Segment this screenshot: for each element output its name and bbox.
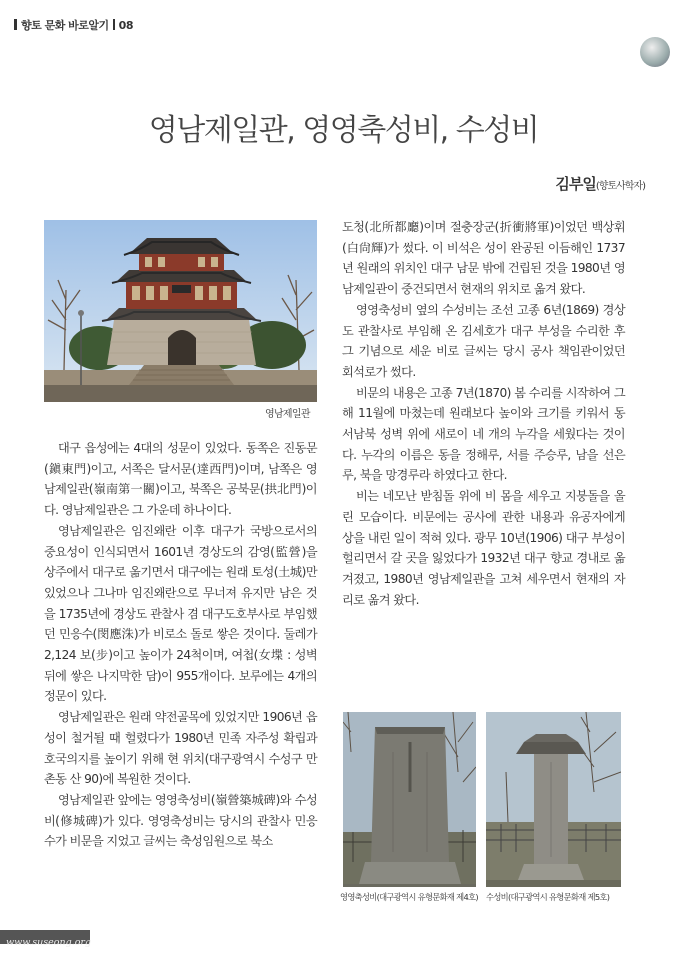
paragraph: 영남제일관 앞에는 영영축성비(嶺營築城碑)와 수성비(修城碑)가 있다. 영영축성비는 당시의 관찰사 민응수가 비문을 지었고 글씨는 축성임원으로 북소	[44, 792, 317, 849]
paragraph: 비는 네모난 받침돌 위에 비 몸을 세우고 지붕돌을 올린 모습이다. 비문에는 공사에 관한 내용과 유공자에게 상을 내린 일이 적혀 있다. 광무 10년(1906) 대구 부성이 헐리면서 갈 곳을 잃었다가 1932년 대구 향교 경내로 옮겨졌고, 1980년 영남제일관을 고쳐 세우면서 현재의 자리로 옮겨 왔다.	[342, 489, 625, 607]
paragraph: 영남제일관은 원래 약전골목에 있었지만 1906년 읍성이 철거될 때 헐렸다가 1980년 민족 자주성 확립과 호국의지를 높이기 위해 현 위치(대구광역시 수성구 만촌동 산 90)에 복원한 것이다.	[44, 710, 317, 787]
left-text-column	[44, 438, 317, 852]
paragraph: 대구 읍성에는 4대의 성문이 있었다. 동쪽은 진동문(鎭東門)이고, 서쪽은 달서문(達西門)이며, 남쪽은 영남제일관(嶺南第一關)이고, 북쪽은 공북문(拱北門)이다. 영남제일관은 그 가운데 하나이다.	[44, 441, 317, 518]
stele-photo-2	[486, 712, 621, 887]
header-bar	[14, 19, 17, 30]
page-number: 08	[118, 19, 133, 32]
stele-photo-1	[343, 712, 476, 887]
gate-photo-caption: 영남제일관	[265, 409, 310, 420]
header-separator	[113, 19, 115, 30]
footer-bar	[0, 930, 92, 948]
stele-photo-2-caption: 수성비(대구광역시 유형문화재 제5호)	[486, 892, 610, 902]
decorative-circle-icon	[640, 37, 670, 67]
stele-photo-1-caption: 영영축성비(대구광역시 유형문화재 제4호)	[340, 892, 478, 902]
paragraph: 영영축성비 옆의 수성비는 조선 고종 6년(1869) 경상도 관찰사로 부임해 온 김세호가 대구 부성을 수리한 후 그 기념으로 세운 비로 글씨는 당시 공사 책임관이었던 회석로가 썼다.	[342, 302, 625, 379]
header-section: 향토 문화 바로알기	[21, 19, 109, 32]
running-header	[14, 17, 133, 33]
paragraph: 영남제일관은 임진왜란 이후 대구가 국방으로서의 중요성이 인식되면서 1601년 경상도의 감영(監營)을 상주에서 대구로 옮기면서 대구에는 원래 토성(土城)만 있었으나 그나마 임진왜란으로 무너져 유지만 남은 것을 1735년에 경상도 관찰사 겸 대구도호부사로 부임했던 민응수(閔應洙)가 비로소 돌로 쌓은 것이다. 둘레가 2,124 보(步)이고 높이가 24척이며, 여첩(女堞 : 성벽 뒤에 쌓은 나지막한 담)이 955개이다. 보루에는 4개의 정문이 있다.	[44, 523, 317, 704]
author-role: (향토사학자)	[595, 181, 645, 192]
paragraph: 비문의 내용은 고종 7년(1870) 봄 수리를 시작하여 그해 11월에 마쳤는데 원래보다 높이와 크기를 키워서 동서남북 성벽 위에 새로이 네 개의 누각을 세웠다는 것이다. 누각의 이름은 동을 정해루, 서를 주승루, 남을 선은루, 북을 망경루라 하였다고 한다.	[342, 385, 625, 483]
article-title: 영남제일관, 영영축성비, 수성비	[148, 113, 539, 148]
gate-photo	[44, 220, 317, 402]
right-text-column	[342, 217, 625, 610]
footer-url[interactable]: www.suseong.org	[6, 937, 92, 948]
paragraph: 도청(北所都廳)이며 절충장군(折衝將軍)이었던 백상휘(白尙輝)가 썼다. 이 비석은 성이 완공된 이듬해인 1737년 원래의 위치인 대구 남문 밖에 건립된 것을 1980년 영남제일관이 중건되면서 현재의 위치로 옮겨 왔다.	[342, 220, 625, 297]
author	[555, 173, 645, 194]
author-name: 김부일	[555, 175, 596, 193]
